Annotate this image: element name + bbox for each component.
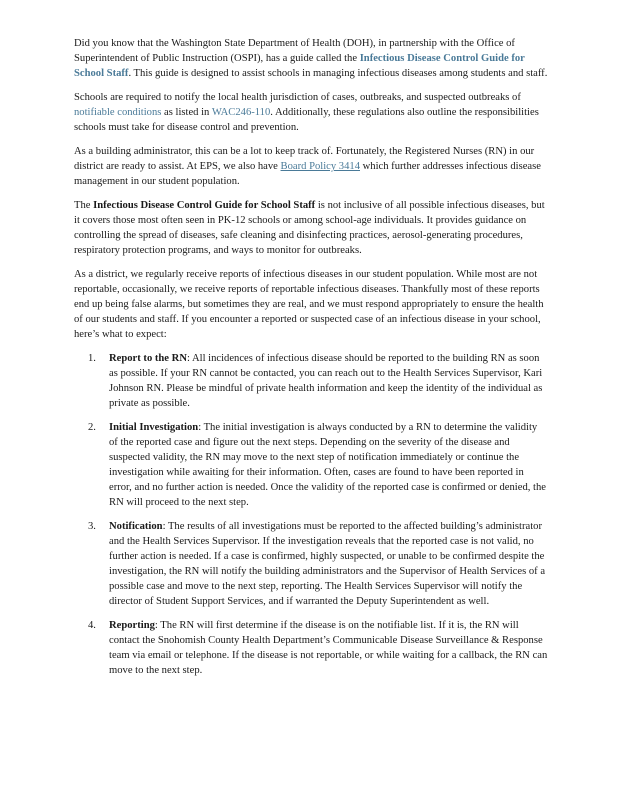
requirements-text-2: as listed in <box>161 107 212 118</box>
step-title: Report to the RN <box>109 353 187 364</box>
step-text: : The results of all investigations must be reported to the affected building’s administrator and the Health Services Supervisor. If the investigation reveals that the reported case is not valid, no further action is needed. If a case is confirmed, highly suspected, or unable to be confirmed despite the investigation, the RN will notify the building administrators and the Supervisor of Health Services of a possible case and move to the next step, reporting. The Health Services Supervisor will notify the director of Student Support Services, and if warranted the Deputy Superintendent as well. <box>109 521 546 607</box>
step-item <box>74 519 548 609</box>
administrator-paragraph <box>74 144 548 189</box>
board-policy-link[interactable]: Board Policy 3414 <box>280 161 360 172</box>
notifiable-conditions-link[interactable]: notifiable conditions <box>74 107 162 118</box>
document-body <box>74 36 548 687</box>
guide-link[interactable]: Infectious Disease Control Guide for School Staff <box>74 53 525 79</box>
guide-title: Infectious Disease Control Guide for School Staff <box>93 200 316 211</box>
step-number: 1. <box>88 353 96 364</box>
step-number: 3. <box>88 521 96 532</box>
guide-text-2: is not inclusive of all possible infectious diseases, but it covers those most often seen in PK-12 schools or among school-age individuals. It provides guidance on controlling the spread of diseases, safe cleaning and disinfecting practices, aerosol-generating procedures, respiratory protection programs, and ways to monitor for outbreaks. <box>74 200 545 256</box>
requirements-text-3: . Additionally, these regulations also outline the responsibilities schools must take for disease control and prevention. <box>74 107 539 133</box>
step-text: : The initial investigation is always conducted by a RN to determine the validity of the reported case and figure out the next steps. Depending on the severity of the disease and suspected validity, the RN may move to the next step of notification immediately or continue the investigation while awaiting for their information. Often, cases are found to have been reported in error, and no further action is needed. Once the validity of the reported case is confirmed or denied, the RN will proceed to the next step. <box>109 422 546 508</box>
administrator-text: As a building administrator, this can be a lot to keep track of. Fortunately, the Registered Nurses (RN) in our district are ready to assist. At EPS, we also have <box>74 146 535 172</box>
intro-text-cont: . This guide is designed to assist schools in managing infectious diseases among students and staff. <box>128 68 548 79</box>
wac-link[interactable]: WAC246-110 <box>211 107 271 118</box>
step-item <box>74 420 548 510</box>
district-paragraph: As a district, we regularly receive reports of infectious diseases in our student population. While most are not reportable, occasionally, we receive reports of reportable infectious diseases. Thankfully most of these reports end up being false alarms, but sometimes they are real, and we must respond appropriately to ensure the health of our students and staff. If you encounter a reported or suspected case of an infectious disease in your school, here’s what to expect: <box>74 269 544 340</box>
step-item <box>74 351 548 411</box>
step-item <box>74 618 548 678</box>
guide-text: The <box>74 200 94 211</box>
steps-list <box>74 351 548 678</box>
intro-text: Did you know that the Washington State Department of Health (DOH), in partnership with the Office of Superintendent of Public Instruction (OSPI), has a guide called the <box>74 38 515 64</box>
step-text: : All incidences of infectious disease should be reported to the building RN as soon as possible. If your RN cannot be contacted, you can reach out to the Health Services Supervisor, Kari Johnson RN. Please be mindful of private health information and keep the identity of the individual as private as possible. <box>109 353 543 409</box>
requirements-paragraph <box>74 90 548 135</box>
step-text: : The RN will first determine if the disease is on the notifiable list. If it is, the RN will contact the Snohomish County Health Department’s Communicable Disease Surveillance & Response team via email or telephone. If the disease is not reportable, or while waiting for a callback, the RN can move to the next step. <box>109 620 548 676</box>
intro-paragraph <box>74 36 548 81</box>
administrator-text-2: which further addresses infectious disease management in our student population. <box>74 161 541 187</box>
step-title: Notification <box>109 521 163 532</box>
requirements-text: Schools are required to notify the local health jurisdiction of cases, outbreaks, and suspected outbreaks of <box>74 92 521 103</box>
step-number: 2. <box>88 422 96 433</box>
step-title: Initial Investigation <box>109 422 199 433</box>
guide-paragraph <box>74 198 548 258</box>
step-title: Reporting <box>109 620 155 631</box>
step-number: 4. <box>88 620 96 631</box>
